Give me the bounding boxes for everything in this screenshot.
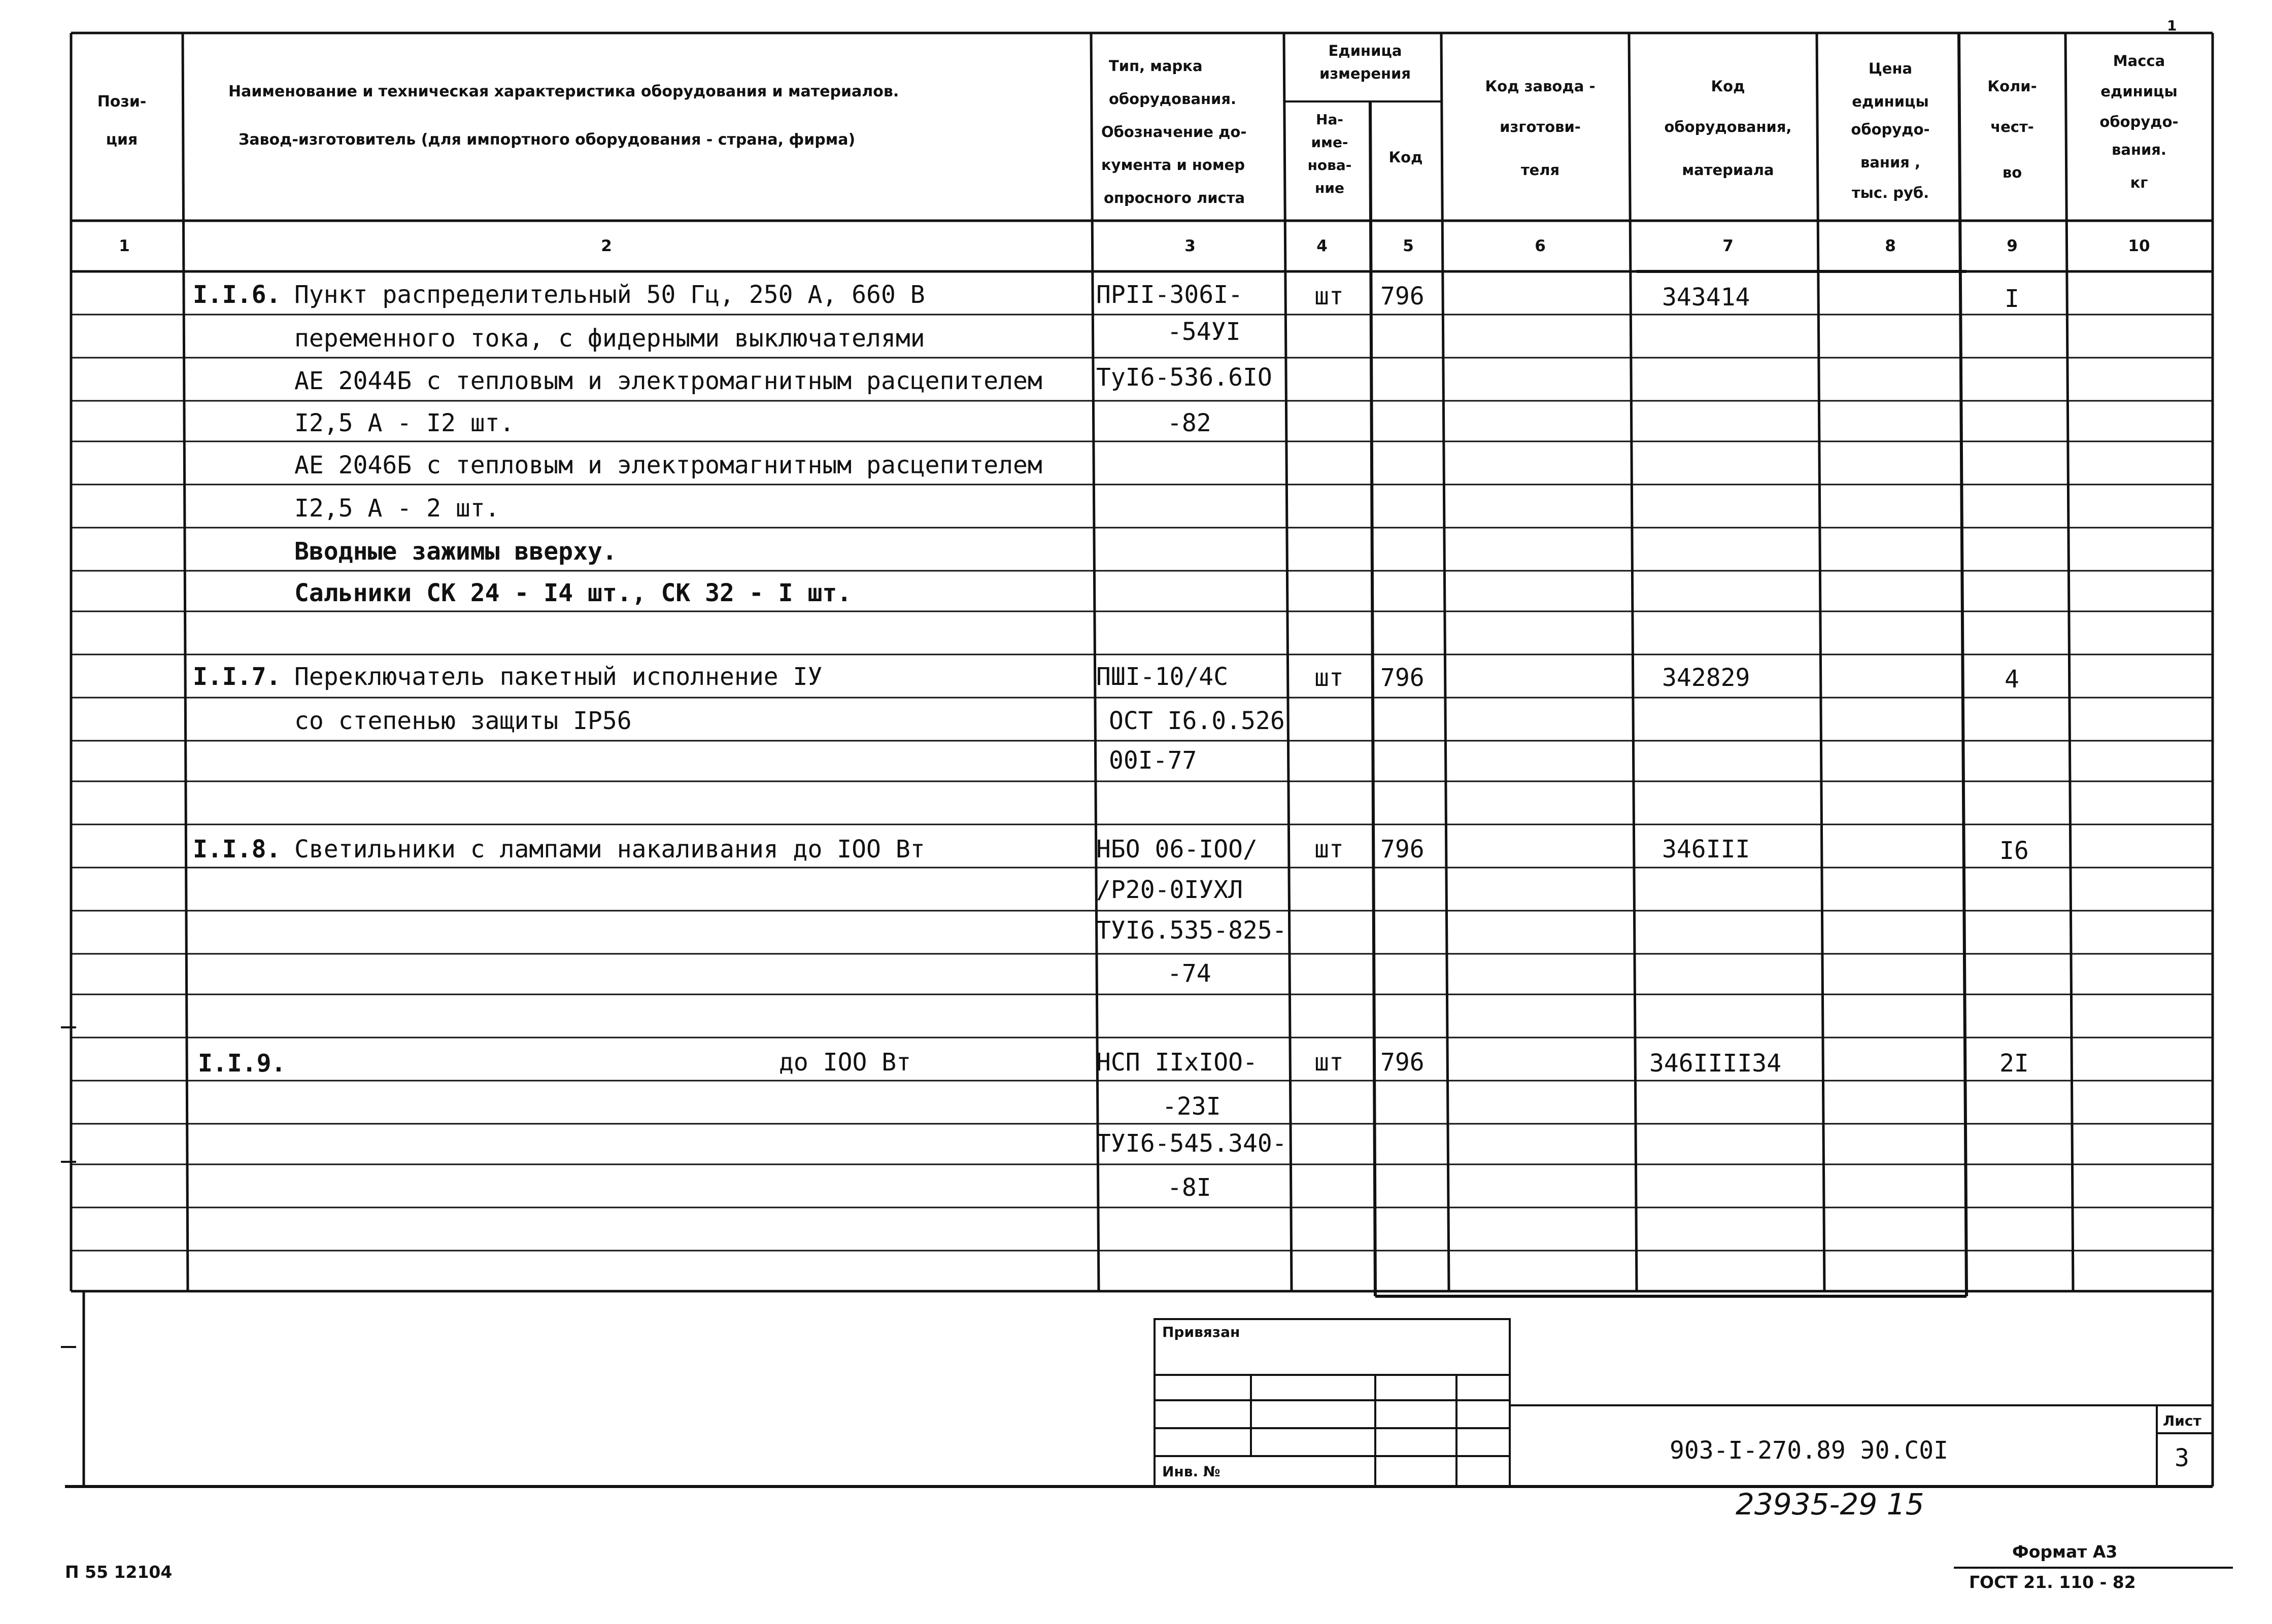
- header-quantity: Коли-чест-во: [1987, 78, 2037, 181]
- item-unit: шт: [1314, 835, 1344, 863]
- item-type-line: ОСТ I6.0.526: [1109, 707, 1285, 735]
- corner-mark: 1: [2167, 17, 2177, 34]
- item-unit-code: 796: [1380, 664, 1425, 692]
- item-type-line: ПРII-306I-: [1096, 281, 1243, 309]
- item-type-line: ТуI6-536.6IO: [1096, 363, 1272, 392]
- item-type-line: -74: [1167, 959, 1211, 988]
- item-name-line: АЕ 2044Б с тепловым и электромагнитным расцепителем: [294, 367, 1042, 395]
- page-footer: [65, 1542, 2136, 1592]
- item-type-line: -23I: [1162, 1092, 1221, 1121]
- column-number: 4: [1316, 237, 1328, 255]
- column-number: 9: [2007, 237, 2018, 255]
- item-type-line: НСП IIxIOO-: [1096, 1048, 1258, 1077]
- item-name-line: Пункт распределительный 50 Гц, 250 А, 660 В: [294, 281, 925, 309]
- item-position: I.I.6.: [193, 281, 281, 309]
- handwritten-number: 23935-29 15: [1736, 1487, 1924, 1522]
- header-position: Пози-ция: [97, 93, 147, 149]
- item-type-line: -82: [1167, 409, 1211, 437]
- sheet-number: 3: [2175, 1444, 2189, 1472]
- item-name-line: Сальники СК 24 - I4 шт., СК 32 - I шт.: [294, 579, 852, 607]
- column-number: 3: [1184, 237, 1196, 255]
- item-equipment-code: 346IIII34: [1649, 1049, 1782, 1078]
- item-name-line: со степенью защиты IP56: [294, 707, 632, 735]
- item-quantity: I6: [1999, 837, 2029, 865]
- column-number: 6: [1535, 237, 1546, 255]
- document-code: 903-I-270.89 Э0.С0I: [1670, 1436, 1949, 1465]
- item-quantity: 4: [2005, 665, 2019, 694]
- column-headers: [97, 42, 2179, 206]
- sheet-label: Лист: [2163, 1412, 2201, 1429]
- item-position: I.I.7.: [193, 663, 281, 691]
- item-position: I.I.8.: [193, 835, 281, 863]
- item-unit: шт: [1314, 1048, 1344, 1077]
- item-name-line: I2,5 А - I2 шт.: [294, 409, 515, 437]
- standard-label: ГОСТ 21. 110 - 82: [1969, 1572, 2136, 1592]
- item-unit: шт: [1314, 664, 1344, 692]
- item-equipment-code: 342829: [1662, 664, 1750, 692]
- item-unit-code: 796: [1380, 835, 1425, 863]
- header-manufacturer-code: Код завода -изготови-теля: [1485, 78, 1596, 179]
- item-quantity: 2I: [1999, 1049, 2029, 1078]
- column-number: 2: [601, 237, 612, 255]
- item-unit-code: 796: [1380, 282, 1425, 310]
- form-code: П 55 12104: [65, 1562, 173, 1582]
- item-type-line: -8I: [1167, 1173, 1211, 1202]
- table-row-item-1-1-7: [193, 663, 2019, 775]
- bound-label: Привязан: [1162, 1324, 1240, 1340]
- item-unit: шт: [1314, 282, 1344, 310]
- item-type-line: ПШI-10/4С: [1096, 663, 1229, 691]
- item-name-line: переменного тока, с фидерными выключателями: [294, 324, 925, 353]
- item-name-line: Переключатель пакетный исполнение IУ: [294, 663, 823, 691]
- column-numbers: [119, 237, 2150, 255]
- item-name-line: Вводные зажимы вверху.: [294, 537, 617, 566]
- inventory-number-label: Инв. №: [1162, 1463, 1220, 1480]
- header-unit-name: На-име-нова-ние: [1307, 111, 1352, 196]
- item-type-line: 00I-77: [1109, 746, 1197, 775]
- column-number: 8: [1885, 237, 1896, 255]
- item-equipment-code: 346III: [1662, 835, 1750, 863]
- header-equipment-code: Код оборудования, материала: [1664, 78, 1792, 179]
- item-type-line: НБО 06-IOO/: [1096, 835, 1258, 863]
- format-label: Формат А3: [2012, 1542, 2118, 1562]
- item-type-line: -54УI: [1167, 318, 1241, 346]
- item-quantity: I: [2005, 285, 2019, 313]
- header-price: Цена единицы оборудо-вания , тыс. руб.: [1851, 60, 1930, 201]
- item-name-line: I2,5 А - 2 шт.: [294, 494, 500, 523]
- header-unit-code: Код: [1388, 149, 1423, 166]
- table-row-item-1-1-6: [193, 281, 2019, 607]
- item-type-line: ТУI6.535-825-: [1096, 916, 1287, 945]
- item-equipment-code: 343414: [1662, 283, 1750, 312]
- header-mass: Масса единицы оборудо-вания. кг: [2099, 52, 2179, 191]
- header-name: Наименование и техническая характеристика оборудования и материалов. Завод-изготовитель (для импортного оборудования - страна, фирма): [228, 83, 899, 149]
- item-type-line: ТУI6-545.340-: [1096, 1129, 1287, 1158]
- item-name-line: АЕ 2046Б с тепловым и электромагнитным расцепителем: [294, 451, 1042, 479]
- column-number: 7: [1722, 237, 1734, 255]
- item-type-line: /Р20-0IУХЛ: [1096, 876, 1243, 904]
- item-position: I.I.9.: [198, 1049, 286, 1078]
- header-unit: Единица измерения: [1319, 42, 1411, 82]
- item-unit-code: 796: [1380, 1048, 1425, 1077]
- column-number: 1: [119, 237, 130, 255]
- item-name-line: Светильники с лампами накаливания до IOO Вт: [294, 835, 925, 863]
- column-number: 5: [1403, 237, 1414, 255]
- table-row-item-1-1-9: [198, 1048, 2029, 1202]
- item-name-line: до IOO Вт: [779, 1048, 911, 1077]
- column-number: 10: [2128, 237, 2150, 255]
- header-type: Тип, марка оборудования. Обозначение до-кумента и номер опросного листа: [1101, 57, 1247, 206]
- table-grid: [61, 33, 2233, 1568]
